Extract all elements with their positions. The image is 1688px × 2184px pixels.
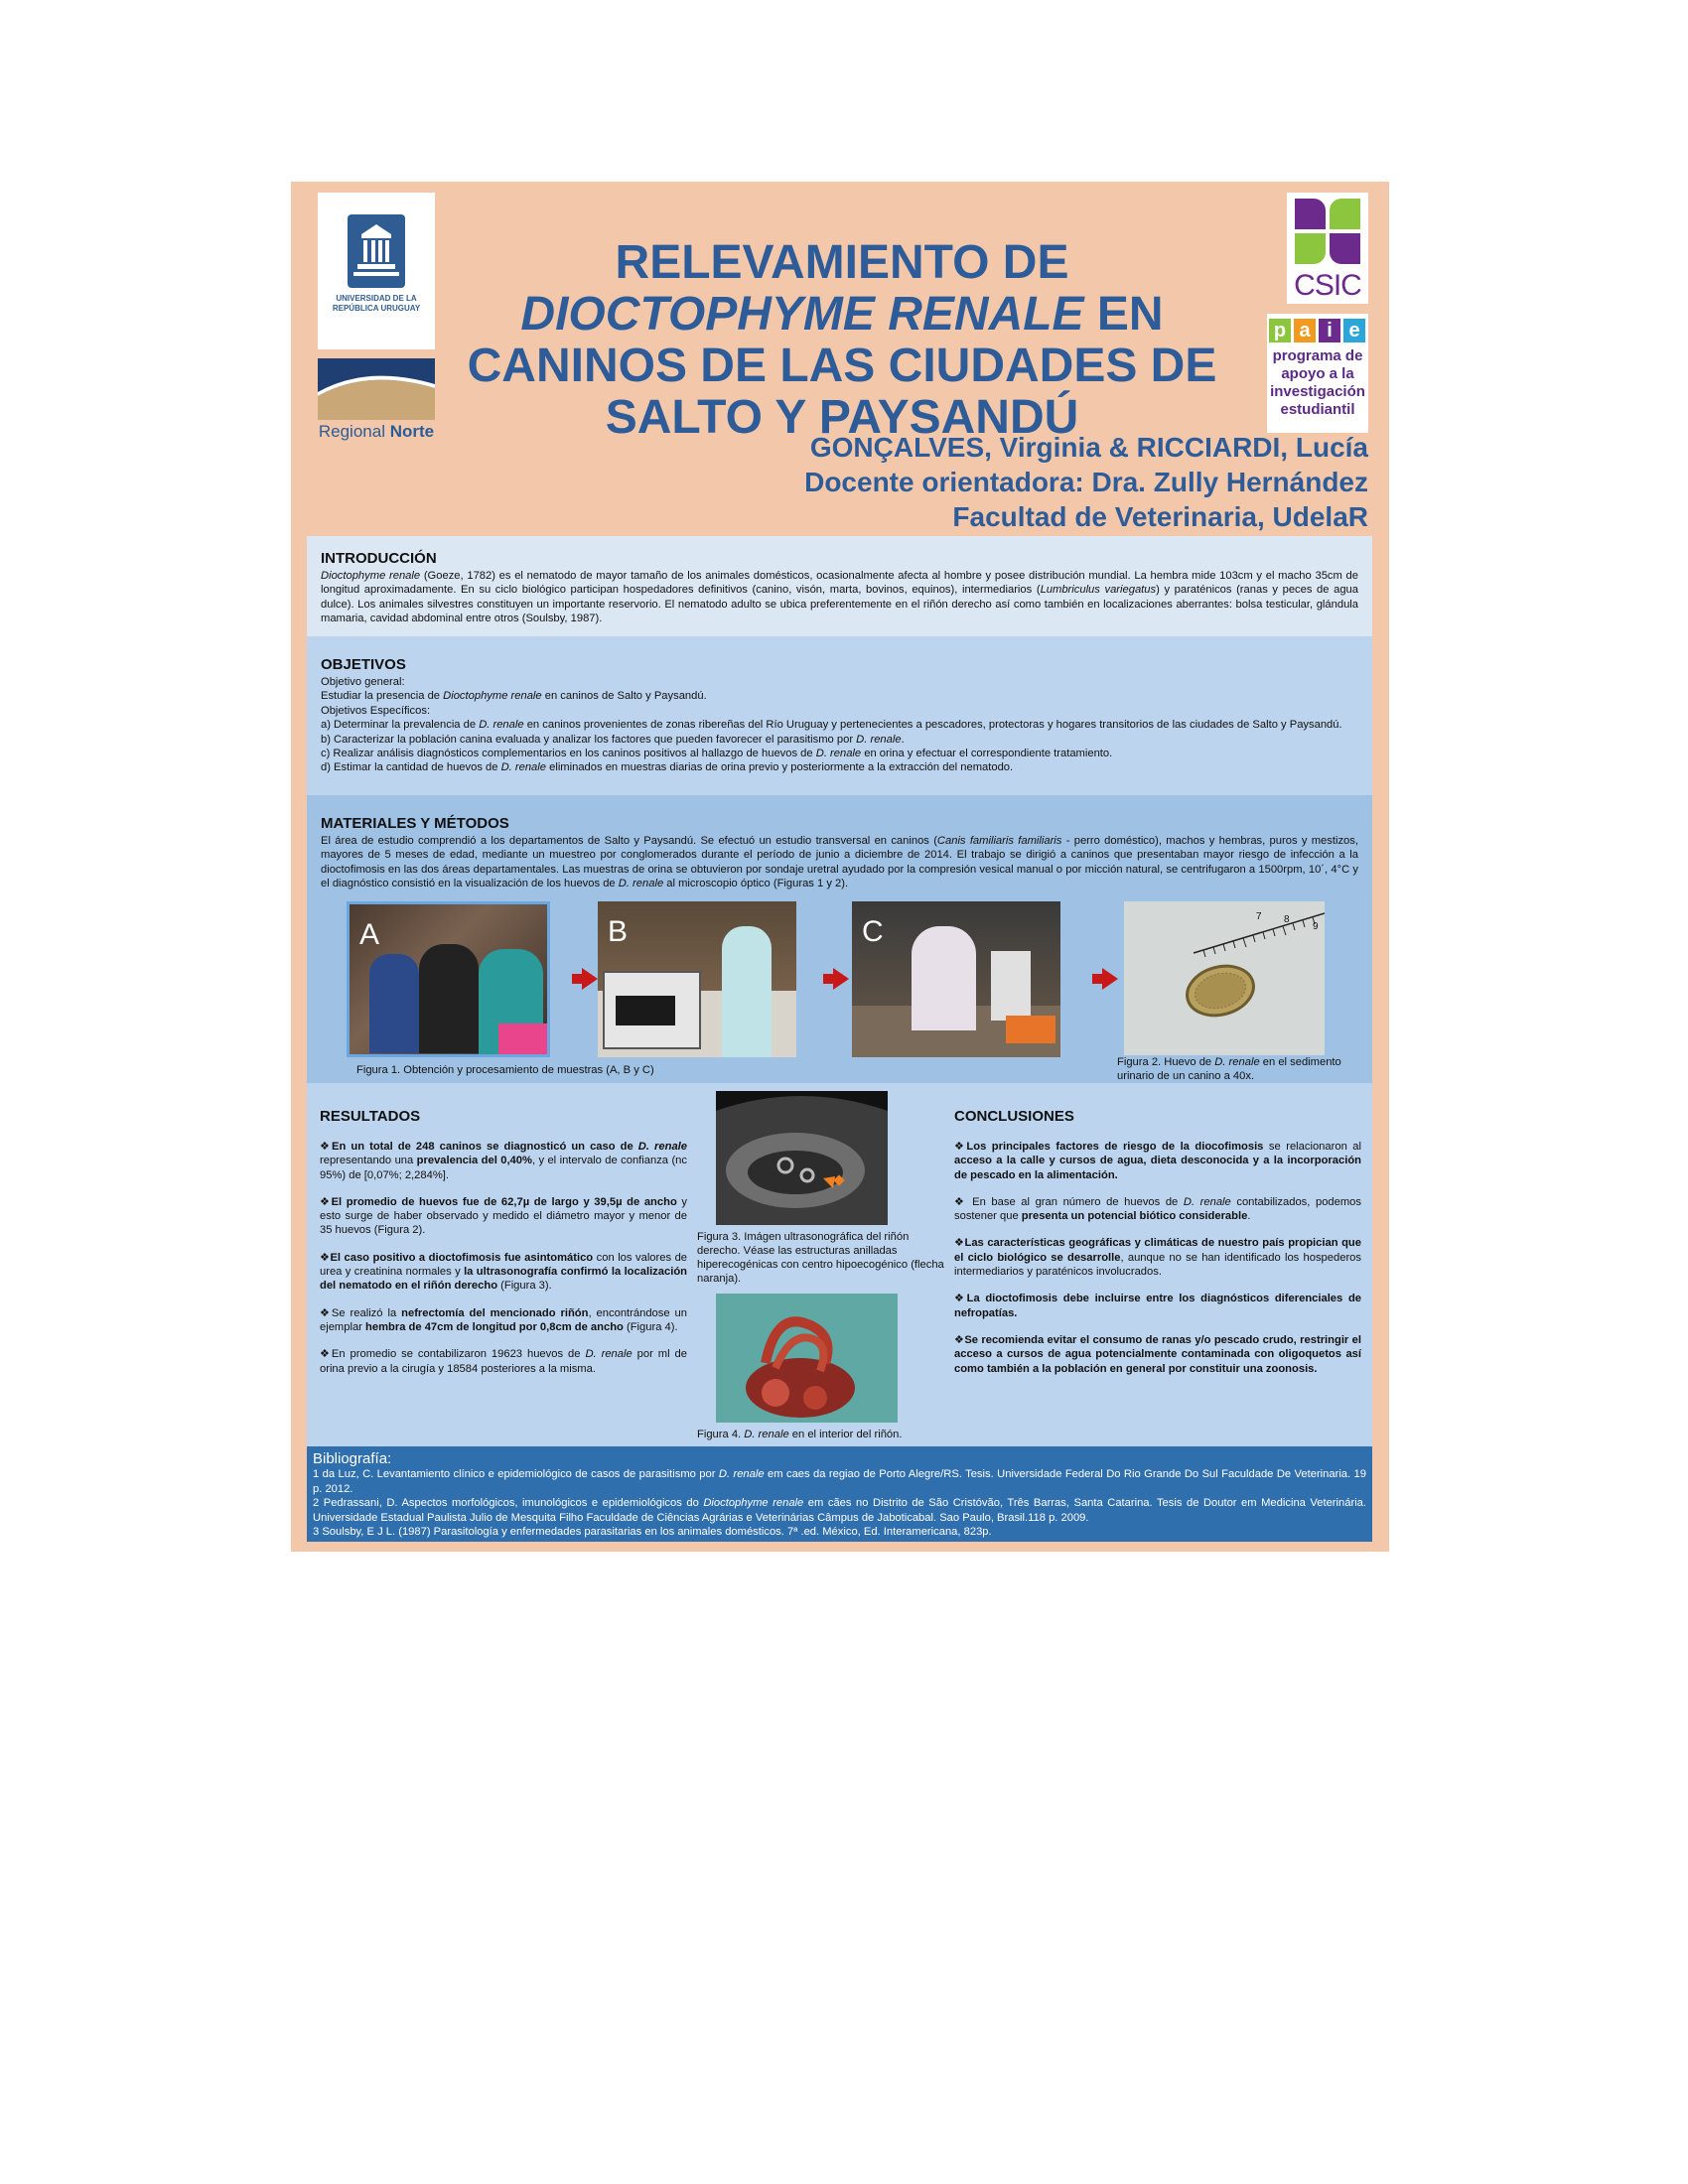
authors-advisor: Docente orientadora: Dra. Zully Hernández — [804, 467, 1368, 497]
text-bold: prevalencia del 0,40% — [416, 1155, 532, 1167]
conclusion-item — [954, 1236, 1361, 1279]
bibliografia-ref-2 — [313, 1496, 1366, 1525]
resultados-list — [320, 1140, 687, 1389]
photo-label: A — [359, 918, 380, 951]
species-name: D. renale — [815, 748, 862, 760]
regional-norte-logo — [318, 358, 435, 440]
figura-4-kidney — [716, 1294, 898, 1423]
text-part: , aunque no se han identificado los hospederos intermediarios y paraténicos involucrados. — [954, 1251, 1361, 1279]
objetivos-especificos-label: Objetivos Específicos: — [321, 704, 431, 717]
figura-3-caption: Figura 3. Imágen ultrasonográfica del riñón derecho. Véase las estructuras anilladas hiperecogénicas con centro hipoecogénico (flecha naranja). — [697, 1231, 944, 1285]
egg-ruler-icon — [1124, 901, 1325, 1055]
text-part: - perro doméstico), machos y hembras, puros y mestizos, mayores de 5 meses de edad, mediante un muestreo por conglomerados durante el período de junio a diciembre de 2014. El trabajo se dirigió a caninos que presentaban mayor riesgo de infección a la dioctofimosis en las dos áreas departamentales. Las muestras de orina se obtuvieron por sondaje uretral ayudado por la compresión vesical manual o por micción natural, se centrifugaron a 1500rpm, 10´, 4°C y el diagnóstico consistió en la visualización de los huevos de — [321, 835, 1358, 890]
text-bold: presenta un potencial biótico considerable — [1021, 1210, 1248, 1223]
photo-figure — [912, 926, 976, 1030]
arrow-right-icon — [1102, 968, 1118, 990]
regional-norte-text — [318, 422, 435, 442]
resultado-item — [320, 1140, 687, 1182]
text-part: y esto surge de haber observado y medido el diámetro mayor y menor de 35 huevos (Figura 2). — [320, 1195, 688, 1237]
species-name: D. renale — [618, 878, 664, 890]
title-species: DIOCTOPHYME RENALE — [520, 288, 1084, 341]
udelar-logo — [318, 193, 435, 349]
text-part: c) Realizar análisis diagnósticos complementarios en los caninos positivos al hallazgo de huevos de — [321, 748, 816, 760]
text-part: contabilizados, podemos sostener que — [954, 1195, 1361, 1223]
csic-square-icon — [1295, 199, 1326, 229]
text-bold: acceso a la calle y cursos de agua, dieta desconocida y a la incorporación de pescado en la alimentación. — [954, 1155, 1361, 1181]
species-name: D. renale — [744, 1429, 789, 1440]
photo-figure — [498, 1024, 548, 1057]
paie-letter: a — [1294, 319, 1316, 342]
text-part: Se realizó la — [331, 1306, 402, 1319]
photo-a-sample-collection — [347, 901, 550, 1057]
ultrasound-scan-icon — [716, 1091, 888, 1225]
text-part: . — [1247, 1210, 1251, 1223]
photo-label: B — [608, 915, 629, 948]
text-part: en orina y efectuar el correspondiente tratamiento. — [861, 748, 1113, 760]
objetivo-general-label: Objetivo general: — [321, 676, 405, 688]
text-bold: El promedio de huevos fue de 62,7µ de largo y 39,5µ de ancho — [331, 1195, 677, 1208]
text-part: por ml de orina previo a la cirugía y 18584 posteriores a la misma. — [320, 1348, 687, 1375]
photo-figure — [419, 944, 479, 1053]
text-part: 1 da Luz, C. Levantamiento clínico e epidemiológico de casos de parasitismo por — [313, 1468, 719, 1480]
arrow-right-icon — [833, 968, 849, 990]
species-name: D. renale — [1183, 1195, 1231, 1208]
text-part: , y el intervalo de confianza (nc 95%) de [0,07%; 2,284%]. — [320, 1155, 687, 1181]
text-part: b) Caracterizar la población canina evaluada y analizar los factores que pueden favorecer el parasitismo por — [321, 733, 857, 746]
text-part: . — [901, 733, 905, 746]
species-name: D. renale — [1214, 1056, 1260, 1068]
ruler-digit: 7 — [1256, 911, 1262, 922]
species-name: Lumbriculus variegatus — [1040, 584, 1157, 597]
materiales-text — [321, 834, 1358, 891]
authors-names: GONÇALVES, Virginia & RICCIARDI, Lucía — [809, 432, 1368, 463]
title-part1: RELEVAMIENTO DE — [615, 236, 1069, 289]
objetivos-heading: OBJETIVOS — [321, 656, 406, 673]
conclusiones-heading: CONCLUSIONES — [954, 1108, 1074, 1125]
figura-1-caption: Figura 1. Obtención y procesamiento de muestras (A, B y C) — [356, 1064, 654, 1076]
text-part: em cães no Distrito de São Cristóvão, Três Barras, Santa Catarina. Tesis de Doutor em Medicina Veterinária. Universidade Estadual Paulista Julio de Mesquita Filho Faculdade de Ciências Agrárias e Veterinárias Câmpus de Jaboticabal. Sao Paulo, Brasil.118 p. 2009. — [313, 1497, 1367, 1524]
objetivo-b — [321, 733, 1358, 747]
conclusion-item — [954, 1333, 1361, 1376]
text-part: con los valores de urea y creatinina normales y — [320, 1251, 688, 1279]
text-bold: nefrectomía del mencionado riñón — [401, 1306, 589, 1319]
regional-norte-wave-icon — [318, 358, 435, 420]
section-resultados-conclusiones — [307, 1083, 1372, 1446]
text-part: en caninos provenientes de zonas ribereñas del Río Uruguay y pertenecientes a pescadores, protectoras y hogares transitorios de las ciudades de Salto y Paysandú. — [523, 719, 1342, 732]
photo-b-centrifuge — [598, 901, 796, 1057]
section-materiales-metodos — [307, 795, 1372, 1083]
photo-tray — [1006, 1016, 1055, 1043]
photo-microscope — [991, 951, 1031, 1021]
title-part2: EN CANINOS DE LAS CIUDADES DE SALTO Y PAYSANDÚ — [467, 288, 1217, 444]
kidney-worm-icon — [716, 1294, 898, 1423]
resultado-item — [320, 1251, 687, 1294]
species-name: D. renale — [500, 761, 546, 774]
paie-text: programa de apoyo a la investigación estudiantil — [1270, 347, 1365, 418]
text-part: En base al gran número de huevos de — [966, 1195, 1184, 1208]
species-name: Canis familiaris familiaris — [936, 835, 1062, 847]
text-part: El área de estudio comprendió a los departamentos de Salto y Paysandú. Se efectuó un estudio transversal en caninos ( — [321, 835, 937, 847]
text-part: a) Determinar la prevalencia de — [321, 719, 480, 732]
section-objetivos — [307, 636, 1372, 795]
csic-square-icon — [1330, 233, 1360, 264]
text-bold: Se recomienda evitar el consumo de ranas y/o pescado crudo, restringir el acceso a cursos de agua potencialmente contaminada con oligoquetos así como también a la población en general por constituir una zoonosis. — [954, 1333, 1361, 1375]
resultados-heading: RESULTADOS — [320, 1108, 421, 1125]
photo-c-microscope — [852, 901, 1060, 1057]
introduccion-text — [321, 569, 1358, 626]
resultado-item — [320, 1306, 687, 1335]
text-bold: la ultrasonografía confirmó la localización del nematodo en el riñón derecho — [320, 1266, 687, 1293]
text-part: 2 Pedrassani, D. Aspectos morfológicos, imunológicos e epidemiológicos do — [313, 1497, 704, 1509]
text-part: se relacionaron al — [1263, 1141, 1361, 1153]
csic-logo — [1287, 193, 1368, 304]
authors-affiliation: Facultad de Veterinaria, UdelaR — [952, 501, 1368, 532]
text-part: en el sedimento urinario de un canino a 40x. — [1117, 1056, 1341, 1082]
ruler-digit: 8 — [1284, 914, 1290, 925]
text-part: en caninos de Salto y Paysandú. — [541, 690, 707, 703]
text-part: (Figura 4). — [623, 1320, 678, 1333]
intro-text-part: ) y paraténicos (ranas y peces de agua dulce). Los animales silvestres constituyen un importante reservorio. El nematodo adulto se ubica preferentemente en el riñón derecho así como también en localizaciones aberrantes: bolsa testicular, glándula mamaria, cavidad abdominal entre otros (Soulsby, 1987). — [321, 584, 1359, 625]
text-bold: hembra de 47cm de longitud por 0,8cm de ancho — [365, 1320, 624, 1333]
photo-centrifuge-window — [616, 996, 675, 1025]
text-part: representando una — [320, 1155, 417, 1167]
species-name: D. renale — [585, 1348, 633, 1361]
species-name: D. renale — [479, 719, 524, 732]
text-bold: Los principales factores de riesgo de la diocofimosis — [966, 1141, 1264, 1153]
section-bibliografia — [307, 1446, 1372, 1542]
ruler-digit: 9 — [1313, 921, 1319, 932]
text-part: d) Estimar la cantidad de huevos de — [321, 761, 501, 774]
regional-prefix: Regional — [318, 422, 385, 441]
objetivo-a — [321, 718, 1358, 732]
text-bold: En un total de 248 caninos se diagnosticó un caso de — [332, 1141, 638, 1153]
text-part: En promedio se contabilizaron 19623 huevos de — [331, 1348, 586, 1361]
csic-text: CSIC — [1294, 269, 1361, 302]
photo-figure — [722, 926, 772, 1057]
csic-square-icon — [1330, 199, 1360, 229]
udelar-logo-text: UNIVERSIDAD DE LA REPÚBLICA URUGUAY — [332, 294, 421, 313]
objetivo-c — [321, 747, 1358, 760]
text-part: en el interior del riñón. — [788, 1429, 903, 1440]
paie-logo — [1267, 314, 1368, 433]
intro-text-part: (Goeze, 1782) es el nematodo de mayor tamaño de los animales domésticos, ocasionalmente afecta al hombre y posee distribución mundial. La hembra mide 103cm y el macho 35cm de longitud aproximadamente. En su ciclo biológico participan hospedadores definitivos (canino, visón, marta, bovinos, equinos), intermediarios ( — [321, 570, 1358, 597]
species-name: D. renale — [856, 733, 902, 746]
conclusion-item — [954, 1140, 1361, 1182]
objetivo-d — [321, 760, 1358, 774]
text-bold: La dioctofimosis debe incluirse entre los diagnósticos diferenciales de nefropatías. — [954, 1293, 1361, 1319]
resultado-item — [320, 1347, 687, 1376]
text-part: em caes da regiao de Porto Alegre/RS. Tesis. Universidade Federal Do Rio Grande Do Sul Faculdade De Veterinaria. 19 p. 2012. — [313, 1468, 1366, 1495]
species-name: Dioctophyme renale — [703, 1497, 804, 1509]
figura-3-ultrasound — [716, 1091, 888, 1225]
species-name: D. renale — [637, 1141, 687, 1153]
text-part: , encontrándose un ejemplar — [320, 1306, 687, 1333]
bibliografia-heading: Bibliografía: — [313, 1450, 392, 1467]
text-part: Figura 4. — [697, 1429, 745, 1440]
species-name: Dioctophyme renale — [443, 690, 542, 703]
text-part: Estudiar la presencia de — [321, 690, 444, 703]
regional-name: Norte — [389, 422, 435, 441]
poster — [291, 182, 1389, 1552]
objetivo-general-text — [321, 689, 1358, 703]
photo-egg-microscopy — [1124, 901, 1325, 1055]
conclusion-item — [954, 1292, 1361, 1320]
section-introduccion — [307, 536, 1372, 636]
paie-letter: i — [1319, 319, 1340, 342]
figura-4-caption — [697, 1428, 955, 1441]
figura-2-caption — [1117, 1055, 1371, 1083]
text-part: al microscopio óptico (Figuras 1 y 2). — [663, 878, 849, 890]
arrow-right-icon — [582, 968, 598, 990]
introduccion-heading: INTRODUCCIÓN — [321, 550, 437, 567]
text-part: eliminados en muestras diarias de orina previo y posteriormente a la extracción del nematodo. — [546, 761, 1014, 774]
materiales-heading: MATERIALES Y MÉTODOS — [321, 815, 509, 832]
species-name: Dioctophyme renale — [321, 570, 421, 582]
text-bold: El caso positivo a dioctofimosis fue asintomático — [330, 1251, 594, 1264]
conclusion-item — [954, 1195, 1361, 1224]
photo-figure — [369, 954, 419, 1053]
poster-title — [450, 237, 1234, 444]
conclusiones-list — [954, 1140, 1361, 1389]
csic-square-icon — [1295, 233, 1326, 264]
species-name: D. renale — [718, 1468, 765, 1480]
paie-letter: p — [1269, 319, 1291, 342]
authors-block — [708, 430, 1368, 534]
paie-letter: e — [1343, 319, 1365, 342]
text-part: (Figura 3). — [497, 1280, 552, 1293]
bibliografia-ref-3: 3 Soulsby, E J L. (1987) Parasitología y enfermedades parasitarias en los animales domésticos. 7ª .ed. México, Ed. Interamericana, 823p. — [313, 1526, 992, 1538]
text-bold: Las características geográficas y climáticas de nuestro país propician que el ciclo biológico se desarrolle — [954, 1237, 1361, 1264]
university-building-icon — [348, 214, 405, 288]
resultado-item — [320, 1195, 687, 1238]
photo-label: C — [862, 915, 884, 948]
text-part: Figura 2. Huevo de — [1117, 1056, 1215, 1068]
bibliografia-ref-1 — [313, 1467, 1366, 1496]
